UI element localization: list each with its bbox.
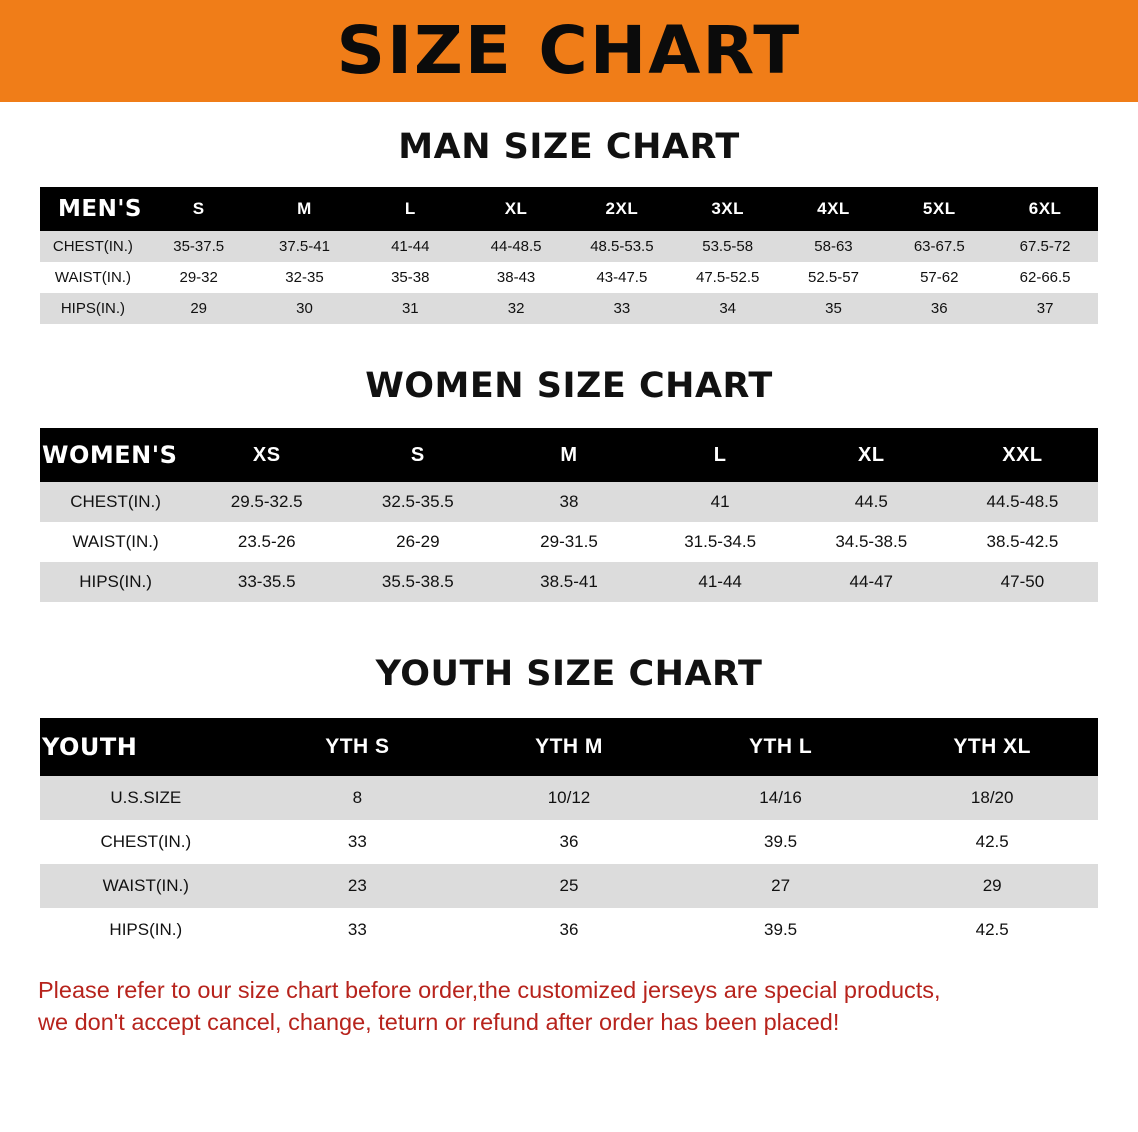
youth-header-cell-0: YOUTH (40, 718, 252, 776)
page-banner (0, 0, 1138, 102)
man-cell-2-5: 34 (675, 293, 781, 324)
women-cell-1-5: 38.5-42.5 (947, 522, 1098, 562)
man-cell-0-2: 41-44 (357, 231, 463, 262)
table-row (40, 293, 1098, 324)
man-cell-2-4: 33 (569, 293, 675, 324)
women-table-body (40, 482, 1098, 602)
policy-note-line-1: Please refer to our size chart before order,the customized jerseys are special products, (38, 977, 941, 1003)
table-row (40, 776, 1098, 820)
women-header-cell-3: M (493, 428, 644, 482)
youth-cell-3-0: 33 (252, 908, 464, 952)
youth-cell-0-1: 10/12 (463, 776, 675, 820)
youth-cell-0-0: 8 (252, 776, 464, 820)
man-table-head (40, 187, 1098, 231)
man-cell-2-3: 32 (463, 293, 569, 324)
man-cell-2-7: 36 (886, 293, 992, 324)
women-header-cell-4: L (645, 428, 796, 482)
man-cell-2-0: 29 (146, 293, 252, 324)
youth-row-label-1: CHEST(IN.) (40, 820, 252, 864)
man-cell-2-2: 31 (357, 293, 463, 324)
women-row-label-2: HIPS(IN.) (40, 562, 191, 602)
youth-cell-2-3: 29 (886, 864, 1098, 908)
women-cell-0-4: 44.5 (796, 482, 947, 522)
youth-cell-3-2: 39.5 (675, 908, 887, 952)
women-header-cell-0: WOMEN'S (40, 428, 191, 482)
youth-table-body (40, 776, 1098, 952)
women-cell-2-4: 44-47 (796, 562, 947, 602)
women-header-cell-6: XXL (947, 428, 1098, 482)
women-header-cell-2: S (342, 428, 493, 482)
women-cell-2-0: 33-35.5 (191, 562, 342, 602)
youth-table-head (40, 718, 1098, 776)
man-cell-0-3: 44-48.5 (463, 231, 569, 262)
women-cell-2-1: 35.5-38.5 (342, 562, 493, 602)
youth-header-cell-3: YTH L (675, 718, 887, 776)
man-table-body (40, 231, 1098, 324)
youth-size-table-wrapper (40, 718, 1098, 952)
youth-header-cell-4: YTH XL (886, 718, 1098, 776)
man-header-cell-5: 2XL (569, 187, 675, 231)
youth-header-cell-2: YTH M (463, 718, 675, 776)
youth-header-cell-1: YTH S (252, 718, 464, 776)
women-cell-1-3: 31.5-34.5 (645, 522, 796, 562)
women-cell-2-3: 41-44 (645, 562, 796, 602)
man-cell-1-3: 38-43 (463, 262, 569, 293)
youth-row-label-0: U.S.SIZE (40, 776, 252, 820)
man-header-cell-2: M (252, 187, 358, 231)
youth-row-label-3: HIPS(IN.) (40, 908, 252, 952)
women-size-table-wrapper (40, 428, 1098, 602)
women-cell-1-2: 29-31.5 (493, 522, 644, 562)
women-cell-0-0: 29.5-32.5 (191, 482, 342, 522)
women-cell-2-5: 47-50 (947, 562, 1098, 602)
policy-note-line-2: we don't accept cancel, change, teturn or refund after order has been placed! (38, 1009, 840, 1036)
women-cell-1-1: 26-29 (342, 522, 493, 562)
man-cell-1-0: 29-32 (146, 262, 252, 293)
man-header-cell-0: MEN'S (40, 187, 146, 231)
women-size-table (40, 428, 1098, 602)
man-cell-0-4: 48.5-53.5 (569, 231, 675, 262)
man-size-table-wrapper (40, 187, 1098, 324)
table-header-row (40, 428, 1098, 482)
women-row-label-0: CHEST(IN.) (40, 482, 191, 522)
youth-cell-2-1: 25 (463, 864, 675, 908)
man-cell-1-1: 32-35 (252, 262, 358, 293)
man-header-cell-4: XL (463, 187, 569, 231)
man-cell-0-0: 35-37.5 (146, 231, 252, 262)
man-header-cell-3: L (357, 187, 463, 231)
women-section-title: WOMEN SIZE CHART (365, 366, 773, 406)
women-cell-1-0: 23.5-26 (191, 522, 342, 562)
man-cell-0-6: 58-63 (781, 231, 887, 262)
man-row-label-2: HIPS(IN.) (40, 293, 146, 324)
youth-cell-2-0: 23 (252, 864, 464, 908)
man-cell-0-5: 53.5-58 (675, 231, 781, 262)
youth-cell-0-2: 14/16 (675, 776, 887, 820)
table-header-row (40, 718, 1098, 776)
youth-cell-3-3: 42.5 (886, 908, 1098, 952)
women-cell-2-2: 38.5-41 (493, 562, 644, 602)
women-header-cell-1: XS (191, 428, 342, 482)
youth-size-table (40, 718, 1098, 952)
man-header-cell-9: 6XL (992, 187, 1098, 231)
table-row (40, 908, 1098, 952)
table-row (40, 562, 1098, 602)
man-cell-1-4: 43-47.5 (569, 262, 675, 293)
man-row-label-0: CHEST(IN.) (40, 231, 146, 262)
man-cell-0-8: 67.5-72 (992, 231, 1098, 262)
women-cell-0-3: 41 (645, 482, 796, 522)
youth-cell-1-1: 36 (463, 820, 675, 864)
man-header-cell-1: S (146, 187, 252, 231)
man-section-title: MAN SIZE CHART (398, 127, 740, 167)
table-row (40, 262, 1098, 293)
women-row-label-1: WAIST(IN.) (40, 522, 191, 562)
youth-cell-3-1: 36 (463, 908, 675, 952)
youth-cell-0-3: 18/20 (886, 776, 1098, 820)
man-cell-1-5: 47.5-52.5 (675, 262, 781, 293)
man-cell-2-1: 30 (252, 293, 358, 324)
youth-cell-1-3: 42.5 (886, 820, 1098, 864)
policy-note (38, 974, 1100, 1039)
youth-cell-1-0: 33 (252, 820, 464, 864)
page-title: SIZE CHART (336, 12, 802, 89)
man-row-label-1: WAIST(IN.) (40, 262, 146, 293)
man-header-cell-8: 5XL (886, 187, 992, 231)
women-cell-1-4: 34.5-38.5 (796, 522, 947, 562)
women-cell-0-5: 44.5-48.5 (947, 482, 1098, 522)
man-cell-1-6: 52.5-57 (781, 262, 887, 293)
table-row (40, 864, 1098, 908)
man-header-cell-7: 4XL (781, 187, 887, 231)
man-cell-2-6: 35 (781, 293, 887, 324)
women-cell-0-1: 32.5-35.5 (342, 482, 493, 522)
table-row (40, 820, 1098, 864)
table-row (40, 482, 1098, 522)
man-cell-1-8: 62-66.5 (992, 262, 1098, 293)
youth-row-label-2: WAIST(IN.) (40, 864, 252, 908)
women-table-head (40, 428, 1098, 482)
man-cell-0-7: 63-67.5 (886, 231, 992, 262)
man-cell-0-1: 37.5-41 (252, 231, 358, 262)
table-header-row (40, 187, 1098, 231)
women-cell-0-2: 38 (493, 482, 644, 522)
women-header-cell-5: XL (796, 428, 947, 482)
youth-cell-2-2: 27 (675, 864, 887, 908)
table-row (40, 522, 1098, 562)
man-cell-2-8: 37 (992, 293, 1098, 324)
table-row (40, 231, 1098, 262)
man-size-table (40, 187, 1098, 324)
man-cell-1-7: 57-62 (886, 262, 992, 293)
youth-section-title: YOUTH SIZE CHART (375, 654, 763, 694)
man-header-cell-6: 3XL (675, 187, 781, 231)
man-cell-1-2: 35-38 (357, 262, 463, 293)
youth-cell-1-2: 39.5 (675, 820, 887, 864)
